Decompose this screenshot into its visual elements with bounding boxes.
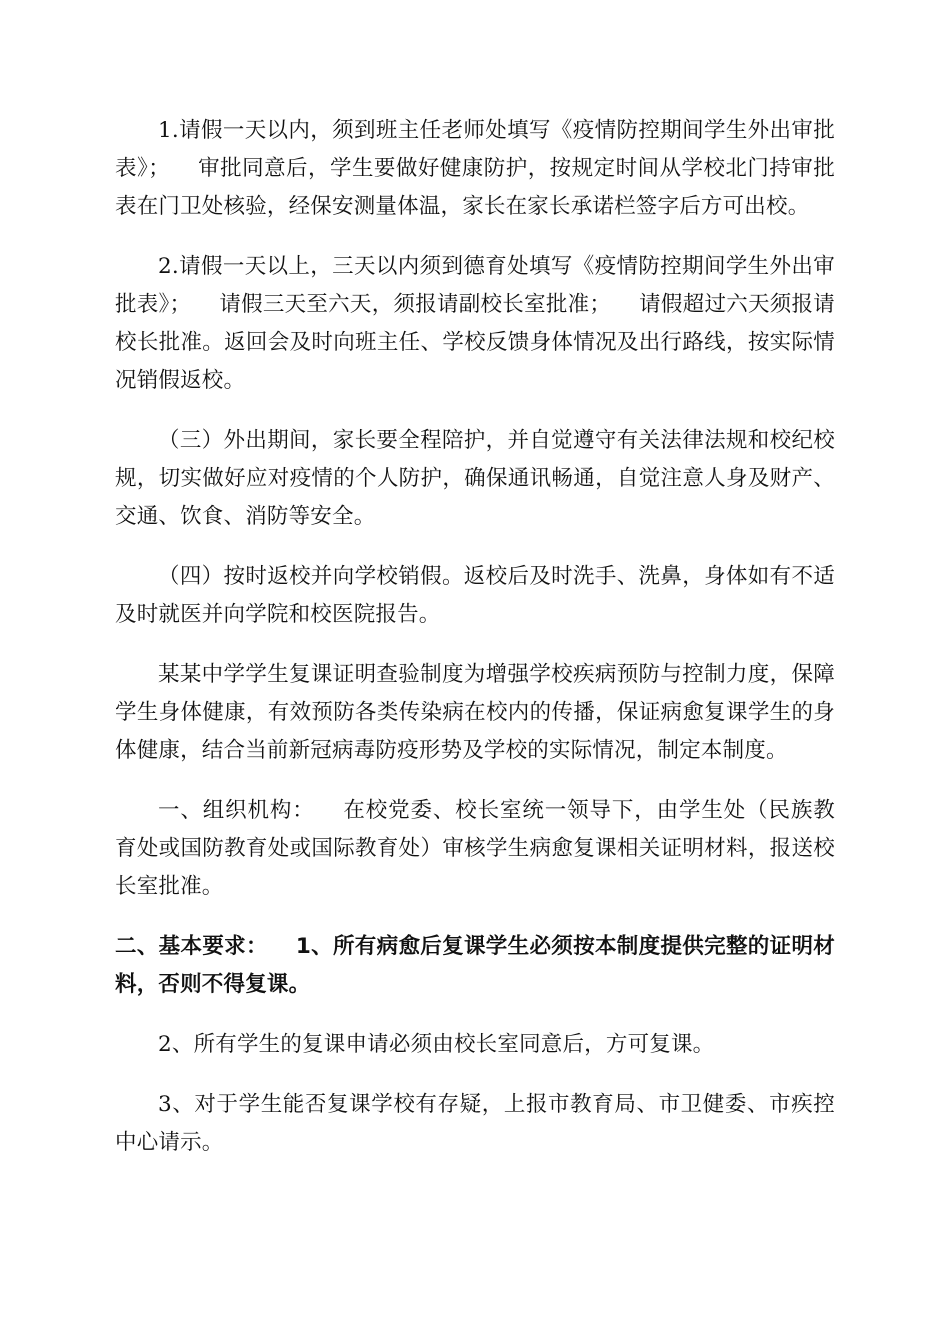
paragraph-9: 3、对于学生能否复课学校有存疑，上报市教育局、市卫健委、市疾控中心请示。 (115, 1092, 835, 1155)
paragraph-7-heading: 二、基本要求： (115, 934, 268, 959)
paragraph-6 (115, 792, 835, 906)
paragraph-8: 2、所有学生的复课申请必须由校长室同意后，方可复课。 (158, 1032, 715, 1057)
paragraph-1-part-2: 审批同意后，学生要做好健康防护，按规定时间从学校北门持审批表在门卫处核验，经保安测量体温，家长在家长承诺栏签字后方可出校。 (115, 156, 835, 219)
paragraph-2-part-2: 请假三天至六天，须报请副校长室批准； (219, 292, 612, 317)
paragraph-2 (115, 248, 835, 400)
paragraph-2-part-1: 2.请假一天以上，三天以内须到德育处填写《疫情防控期间学生外出审批表》； (115, 254, 835, 317)
paragraph-1 (115, 112, 835, 226)
paragraph-6-heading: 一、组织机构： (158, 798, 315, 823)
paragraph-2-part-3: 请假超过六天须报请校长批准。返回会及时向班主任、学校反馈身体情况及出行路线，按实际情况销假返校。 (115, 292, 835, 393)
paragraph-5: 某某中学学生复课证明查验制度为增强学校疾病预防与控制力度，保障学生身体健康，有效预防各类传染病在校内的传播，保证病愈复课学生的身体健康，结合当前新冠病毒防疫形势及学校的实际情况，制定本制度。 (115, 662, 835, 763)
paragraph-3: （三）外出期间，家长要全程陪护，并自觉遵守有关法律法规和校纪校规，切实做好应对疫情的个人防护，确保通讯畅通，自觉注意人身及财产、交通、饮食、消防等安全。 (115, 428, 835, 529)
paragraph-7 (115, 928, 835, 1004)
paragraph-7-body: 1、所有病愈后复课学生必须按本制度提供完整的证明材料，否则不得复课。 (115, 934, 835, 997)
paragraph-4: （四）按时返校并向学校销假。返校后及时洗手、洗鼻，身体如有不适及时就医并向学院和校医院报告。 (115, 564, 835, 627)
paragraph-6-body: 在校党委、校长室统一领导下，由学生处（民族教育处或国防教育处或国际教育处）审核学生病愈复课相关证明材料，报送校长室批准。 (115, 798, 835, 899)
paragraph-1-part-1: 1.请假一天以内，须到班主任老师处填写《疫情防控期间学生外出审批表》； (115, 118, 835, 181)
document-page (115, 112, 835, 1184)
